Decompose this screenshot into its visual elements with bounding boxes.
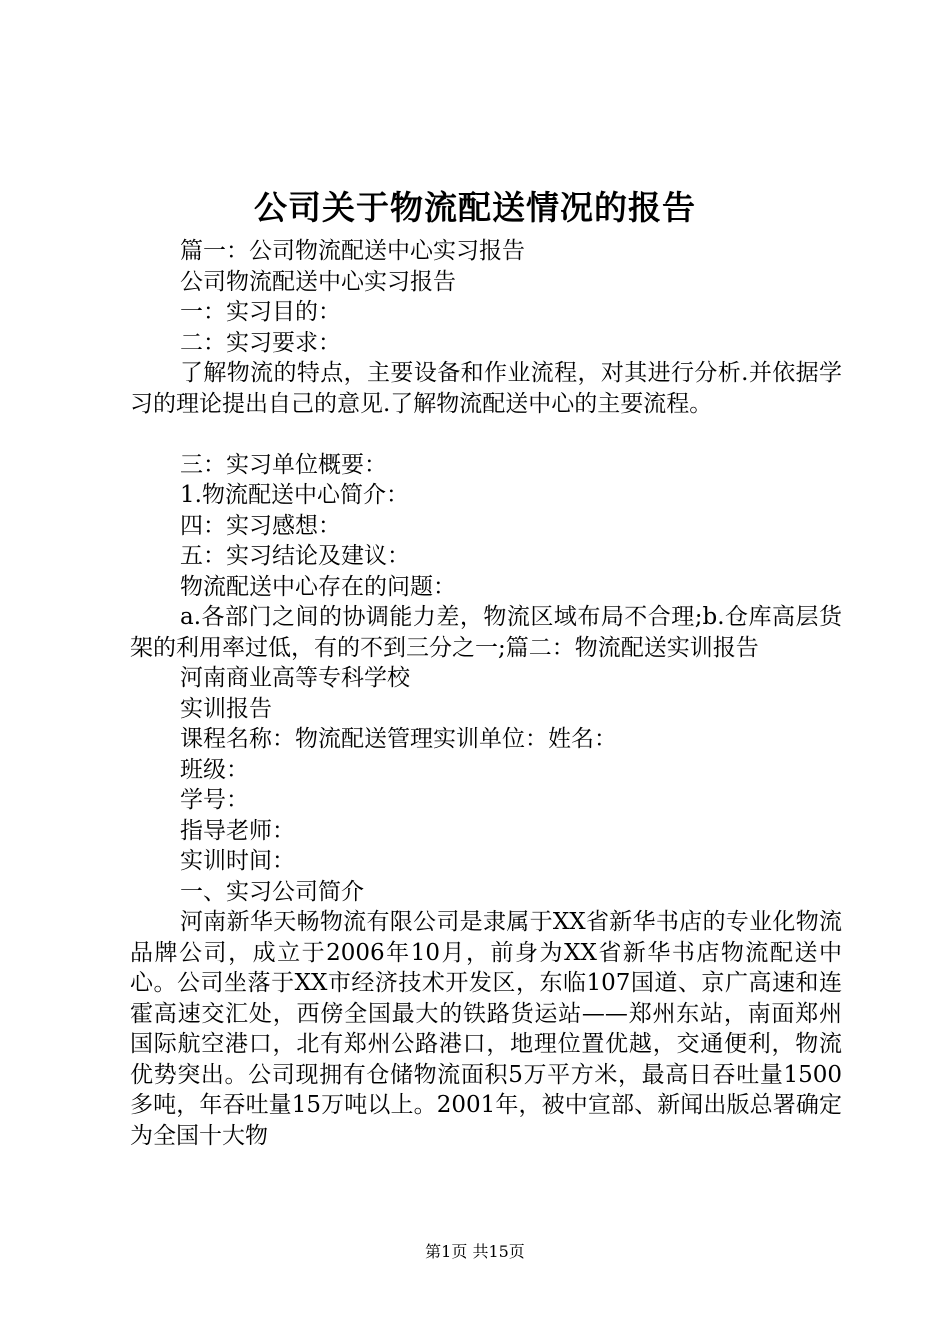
document-body bbox=[130, 236, 842, 1151]
text-line: 河南商业高等专科学校 bbox=[180, 665, 410, 691]
paragraph: a.各部门之间的协调能力差，物流区域布局不合理;b.仓库高层货架的利用率过低，有的不到三分之一;篇二：物流配送实训报告 bbox=[130, 604, 842, 661]
text-line: 一：实习目的： bbox=[180, 299, 341, 325]
text-line: 二：实习要求： bbox=[180, 329, 341, 356]
text-line: 三：实习单位概要： bbox=[180, 451, 387, 478]
text-line: 课程名称：物流配送管理实训单位：姓名： bbox=[180, 726, 617, 752]
text-line: 学号： bbox=[180, 787, 249, 813]
text-line: 实训时间： bbox=[180, 848, 295, 874]
blank-line bbox=[130, 419, 842, 450]
text-line: 一、实习公司简介 bbox=[180, 878, 364, 905]
paragraph: 河南新华天畅物流有限公司是隶属于XX省新华书店的专业化物流品牌公司，成立于2006年10月，前身为XX省新华书店物流配送中心。公司坐落于XX市经济技术开发区，东临107国道、京广高速和连霍高速交汇处，西傍全国最大的铁路货运站——郑州东站，南面郑州国际航空港口，北有郑州公路港口，地理位置优越，交通便利，物流优势突出。公司现拥有仓储物流面积5万平方米，最高日吞吐量1500多吨，年吞吐量15万吨以上。2001年，被中宣部、新闻出版总署确定为全国十大物 bbox=[130, 909, 842, 1149]
text-line: 篇一：公司物流配送中心实习报告 bbox=[180, 238, 525, 264]
document-title: 公司关于物流配送情况的报告 bbox=[254, 188, 696, 227]
text-line: 1.物流配送中心简介： bbox=[180, 482, 409, 508]
text-line: 四：实习感想： bbox=[180, 512, 341, 539]
text-line: 五：实习结论及建议： bbox=[180, 543, 410, 569]
text-line: 指导老师： bbox=[180, 817, 295, 844]
text-line: 物流配送中心存在的问题： bbox=[180, 573, 456, 600]
text-line: 班级： bbox=[180, 756, 249, 783]
text-line: 实训报告 bbox=[180, 695, 272, 722]
paragraph: 了解物流的特点，主要设备和作业流程，对其进行分析.并依据学习的理论提出自己的意见.了解物流配送中心的主要流程。 bbox=[130, 360, 842, 417]
page-footer: 第1页 共15页 bbox=[425, 1242, 525, 1261]
text-line: 公司物流配送中心实习报告 bbox=[180, 268, 456, 295]
